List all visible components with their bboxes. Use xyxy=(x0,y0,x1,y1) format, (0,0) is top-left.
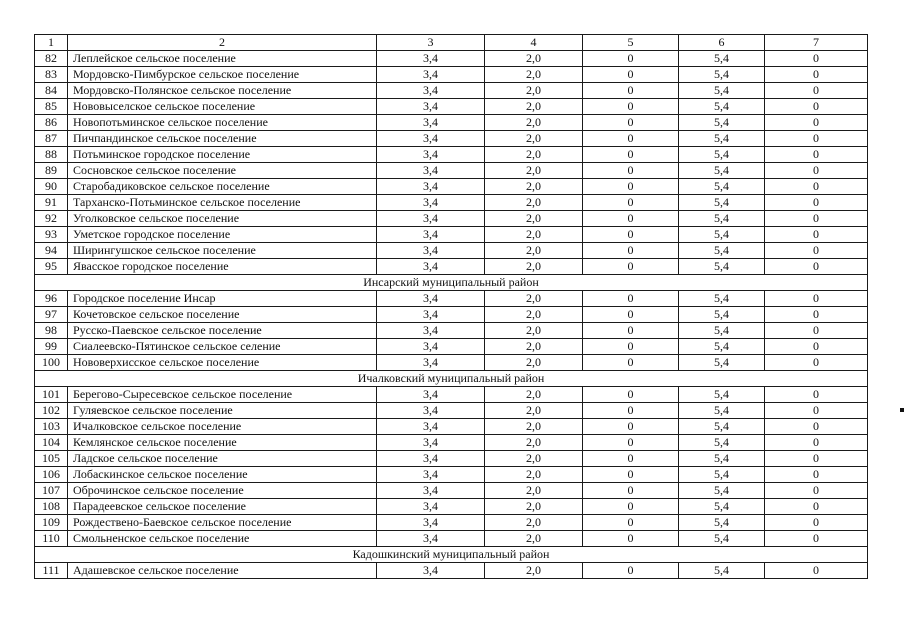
value-col5-cell: 0 xyxy=(583,355,679,371)
value-col4-cell: 2,0 xyxy=(485,195,583,211)
value-col5-cell: 0 xyxy=(583,451,679,467)
value-col3-cell: 3,4 xyxy=(377,243,485,259)
value-col5-cell: 0 xyxy=(583,195,679,211)
value-col7-cell: 0 xyxy=(765,147,868,163)
value-col6-cell: 5,4 xyxy=(679,563,765,579)
section-header-row xyxy=(35,275,868,291)
header-cell-5: 5 xyxy=(583,35,679,51)
value-col4-cell: 2,0 xyxy=(485,131,583,147)
settlement-name-cell: Оброчинское сельское поселение xyxy=(68,483,377,499)
value-col3-cell: 3,4 xyxy=(377,67,485,83)
row-number-cell: 101 xyxy=(35,387,68,403)
value-col7-cell: 0 xyxy=(765,467,868,483)
value-col7-cell: 0 xyxy=(765,355,868,371)
header-cell-2: 2 xyxy=(68,35,377,51)
settlement-name-cell: Мордовско-Полянское сельское поселение xyxy=(68,83,377,99)
value-col6-cell: 5,4 xyxy=(679,227,765,243)
value-col5-cell: 0 xyxy=(583,147,679,163)
value-col7-cell: 0 xyxy=(765,323,868,339)
table-row xyxy=(35,195,868,211)
value-col3-cell: 3,4 xyxy=(377,403,485,419)
table-row xyxy=(35,499,868,515)
table-row xyxy=(35,323,868,339)
row-number-cell: 83 xyxy=(35,67,68,83)
value-col6-cell: 5,4 xyxy=(679,243,765,259)
value-col3-cell: 3,4 xyxy=(377,531,485,547)
value-col4-cell: 2,0 xyxy=(485,323,583,339)
value-col6-cell: 5,4 xyxy=(679,435,765,451)
header-cell-4: 4 xyxy=(485,35,583,51)
value-col5-cell: 0 xyxy=(583,307,679,323)
table-row xyxy=(35,435,868,451)
settlement-name-cell: Смольненское сельское поселение xyxy=(68,531,377,547)
table-row xyxy=(35,83,868,99)
value-col3-cell: 3,4 xyxy=(377,211,485,227)
settlement-name-cell: Явасское городское поселение xyxy=(68,259,377,275)
value-col3-cell: 3,4 xyxy=(377,515,485,531)
row-number-cell: 87 xyxy=(35,131,68,147)
section-title: Ичалковский муниципальный район xyxy=(35,371,868,387)
value-col4-cell: 2,0 xyxy=(485,83,583,99)
row-number-cell: 100 xyxy=(35,355,68,371)
value-col3-cell: 3,4 xyxy=(377,195,485,211)
row-number-cell: 91 xyxy=(35,195,68,211)
value-col5-cell: 0 xyxy=(583,419,679,435)
value-col6-cell: 5,4 xyxy=(679,355,765,371)
table-row xyxy=(35,419,868,435)
value-col7-cell: 0 xyxy=(765,195,868,211)
table-row xyxy=(35,467,868,483)
value-col4-cell: 2,0 xyxy=(485,355,583,371)
settlement-name-cell: Ширингушское сельское поселение xyxy=(68,243,377,259)
table-row xyxy=(35,115,868,131)
settlement-name-cell: Гуляевское сельское поселение xyxy=(68,403,377,419)
value-col5-cell: 0 xyxy=(583,403,679,419)
value-col4-cell: 2,0 xyxy=(485,435,583,451)
settlement-name-cell: Рождествено-Баевское сельское поселение xyxy=(68,515,377,531)
settlement-name-cell: Леплейское сельское поселение xyxy=(68,51,377,67)
value-col3-cell: 3,4 xyxy=(377,339,485,355)
row-number-cell: 84 xyxy=(35,83,68,99)
row-number-cell: 86 xyxy=(35,115,68,131)
settlement-name-cell: Берегово-Сыресевское сельское поселение xyxy=(68,387,377,403)
value-col7-cell: 0 xyxy=(765,259,868,275)
table-row xyxy=(35,99,868,115)
value-col4-cell: 2,0 xyxy=(485,179,583,195)
value-col4-cell: 2,0 xyxy=(485,419,583,435)
row-number-cell: 99 xyxy=(35,339,68,355)
data-table xyxy=(34,34,868,579)
value-col6-cell: 5,4 xyxy=(679,179,765,195)
settlement-name-cell: Пичпандинское сельское поселение xyxy=(68,131,377,147)
value-col4-cell: 2,0 xyxy=(485,227,583,243)
value-col3-cell: 3,4 xyxy=(377,483,485,499)
settlement-name-cell: Потьминское городское поселение xyxy=(68,147,377,163)
value-col7-cell: 0 xyxy=(765,339,868,355)
value-col5-cell: 0 xyxy=(583,515,679,531)
table-row xyxy=(35,563,868,579)
value-col4-cell: 2,0 xyxy=(485,467,583,483)
settlement-name-cell: Нововыселское сельское поселение xyxy=(68,99,377,115)
value-col4-cell: 2,0 xyxy=(485,387,583,403)
value-col3-cell: 3,4 xyxy=(377,307,485,323)
value-col5-cell: 0 xyxy=(583,387,679,403)
value-col6-cell: 5,4 xyxy=(679,131,765,147)
value-col7-cell: 0 xyxy=(765,483,868,499)
value-col3-cell: 3,4 xyxy=(377,499,485,515)
value-col4-cell: 2,0 xyxy=(485,563,583,579)
value-col5-cell: 0 xyxy=(583,115,679,131)
row-number-cell: 90 xyxy=(35,179,68,195)
section-title: Кадошкинский муниципальный район xyxy=(35,547,868,563)
value-col3-cell: 3,4 xyxy=(377,467,485,483)
settlement-name-cell: Уметское городское поселение xyxy=(68,227,377,243)
table-row xyxy=(35,51,868,67)
row-number-cell: 92 xyxy=(35,211,68,227)
value-col5-cell: 0 xyxy=(583,339,679,355)
table-row xyxy=(35,179,868,195)
value-col5-cell: 0 xyxy=(583,99,679,115)
row-number-cell: 96 xyxy=(35,291,68,307)
value-col7-cell: 0 xyxy=(765,243,868,259)
value-col3-cell: 3,4 xyxy=(377,355,485,371)
header-row xyxy=(35,35,868,51)
value-col6-cell: 5,4 xyxy=(679,115,765,131)
value-col4-cell: 2,0 xyxy=(485,67,583,83)
section-title: Инсарский муниципальный район xyxy=(35,275,868,291)
value-col3-cell: 3,4 xyxy=(377,115,485,131)
value-col5-cell: 0 xyxy=(583,467,679,483)
value-col6-cell: 5,4 xyxy=(679,67,765,83)
value-col7-cell: 0 xyxy=(765,435,868,451)
settlement-name-cell: Старобадиковское сельское поселение xyxy=(68,179,377,195)
value-col3-cell: 3,4 xyxy=(377,291,485,307)
settlement-name-cell: Кемлянское сельское поселение xyxy=(68,435,377,451)
value-col7-cell: 0 xyxy=(765,131,868,147)
settlement-name-cell: Ичалковское сельское поселение xyxy=(68,419,377,435)
row-number-cell: 93 xyxy=(35,227,68,243)
settlement-name-cell: Новопотьминское сельское поселение xyxy=(68,115,377,131)
value-col7-cell: 0 xyxy=(765,291,868,307)
value-col7-cell: 0 xyxy=(765,179,868,195)
value-col6-cell: 5,4 xyxy=(679,499,765,515)
value-col3-cell: 3,4 xyxy=(377,147,485,163)
value-col5-cell: 0 xyxy=(583,323,679,339)
value-col3-cell: 3,4 xyxy=(377,131,485,147)
value-col6-cell: 5,4 xyxy=(679,531,765,547)
table-row xyxy=(35,403,868,419)
header-cell-6: 6 xyxy=(679,35,765,51)
value-col4-cell: 2,0 xyxy=(485,451,583,467)
settlement-name-cell: Кочетовское сельское поселение xyxy=(68,307,377,323)
value-col4-cell: 2,0 xyxy=(485,339,583,355)
table-row xyxy=(35,339,868,355)
settlement-name-cell: Сиалеевско-Пятинское сельское селение xyxy=(68,339,377,355)
table-row xyxy=(35,291,868,307)
value-col4-cell: 2,0 xyxy=(485,291,583,307)
value-col3-cell: 3,4 xyxy=(377,435,485,451)
value-col4-cell: 2,0 xyxy=(485,51,583,67)
row-number-cell: 111 xyxy=(35,563,68,579)
value-col3-cell: 3,4 xyxy=(377,51,485,67)
row-number-cell: 108 xyxy=(35,499,68,515)
value-col4-cell: 2,0 xyxy=(485,259,583,275)
settlement-name-cell: Адашевское сельское поселение xyxy=(68,563,377,579)
value-col5-cell: 0 xyxy=(583,291,679,307)
value-col6-cell: 5,4 xyxy=(679,451,765,467)
value-col4-cell: 2,0 xyxy=(485,99,583,115)
value-col6-cell: 5,4 xyxy=(679,51,765,67)
value-col7-cell: 0 xyxy=(765,51,868,67)
value-col6-cell: 5,4 xyxy=(679,467,765,483)
value-col7-cell: 0 xyxy=(765,531,868,547)
value-col7-cell: 0 xyxy=(765,419,868,435)
value-col6-cell: 5,4 xyxy=(679,515,765,531)
value-col7-cell: 0 xyxy=(765,307,868,323)
table-row xyxy=(35,531,868,547)
value-col4-cell: 2,0 xyxy=(485,483,583,499)
section-header-row xyxy=(35,547,868,563)
table-row xyxy=(35,67,868,83)
value-col5-cell: 0 xyxy=(583,435,679,451)
table-row xyxy=(35,307,868,323)
value-col6-cell: 5,4 xyxy=(679,83,765,99)
row-number-cell: 94 xyxy=(35,243,68,259)
value-col4-cell: 2,0 xyxy=(485,307,583,323)
value-col6-cell: 5,4 xyxy=(679,387,765,403)
row-number-cell: 97 xyxy=(35,307,68,323)
settlement-name-cell: Городское поселение Инсар xyxy=(68,291,377,307)
row-number-cell: 85 xyxy=(35,99,68,115)
row-number-cell: 105 xyxy=(35,451,68,467)
value-col3-cell: 3,4 xyxy=(377,259,485,275)
value-col5-cell: 0 xyxy=(583,67,679,83)
value-col5-cell: 0 xyxy=(583,531,679,547)
row-number-cell: 88 xyxy=(35,147,68,163)
value-col4-cell: 2,0 xyxy=(485,499,583,515)
value-col5-cell: 0 xyxy=(583,243,679,259)
value-col3-cell: 3,4 xyxy=(377,99,485,115)
settlement-name-cell: Ладское сельское поселение xyxy=(68,451,377,467)
settlement-name-cell: Лобаскинское сельское поселение xyxy=(68,467,377,483)
value-col4-cell: 2,0 xyxy=(485,531,583,547)
value-col5-cell: 0 xyxy=(583,227,679,243)
value-col4-cell: 2,0 xyxy=(485,515,583,531)
table-row xyxy=(35,227,868,243)
table-row xyxy=(35,483,868,499)
table-row xyxy=(35,131,868,147)
value-col7-cell: 0 xyxy=(765,99,868,115)
value-col6-cell: 5,4 xyxy=(679,339,765,355)
settlement-name-cell: Мордовско-Пимбурское сельское поселение xyxy=(68,67,377,83)
header-cell-3: 3 xyxy=(377,35,485,51)
row-number-cell: 102 xyxy=(35,403,68,419)
table-row xyxy=(35,147,868,163)
settlement-name-cell: Уголковское сельское поселение xyxy=(68,211,377,227)
value-col7-cell: 0 xyxy=(765,163,868,179)
table-row xyxy=(35,243,868,259)
value-col5-cell: 0 xyxy=(583,259,679,275)
value-col7-cell: 0 xyxy=(765,227,868,243)
table-row xyxy=(35,355,868,371)
row-number-cell: 104 xyxy=(35,435,68,451)
value-col5-cell: 0 xyxy=(583,211,679,227)
value-col5-cell: 0 xyxy=(583,499,679,515)
value-col3-cell: 3,4 xyxy=(377,563,485,579)
row-number-cell: 103 xyxy=(35,419,68,435)
value-col6-cell: 5,4 xyxy=(679,163,765,179)
margin-dot xyxy=(900,408,904,412)
value-col6-cell: 5,4 xyxy=(679,323,765,339)
value-col6-cell: 5,4 xyxy=(679,291,765,307)
value-col4-cell: 2,0 xyxy=(485,115,583,131)
value-col3-cell: 3,4 xyxy=(377,451,485,467)
value-col6-cell: 5,4 xyxy=(679,195,765,211)
settlement-name-cell: Сосновское сельское поселение xyxy=(68,163,377,179)
value-col4-cell: 2,0 xyxy=(485,211,583,227)
table-row xyxy=(35,515,868,531)
value-col6-cell: 5,4 xyxy=(679,147,765,163)
value-col4-cell: 2,0 xyxy=(485,243,583,259)
table-row xyxy=(35,451,868,467)
value-col6-cell: 5,4 xyxy=(679,99,765,115)
value-col3-cell: 3,4 xyxy=(377,419,485,435)
value-col4-cell: 2,0 xyxy=(485,403,583,419)
value-col7-cell: 0 xyxy=(765,387,868,403)
value-col6-cell: 5,4 xyxy=(679,211,765,227)
value-col5-cell: 0 xyxy=(583,131,679,147)
header-cell-1: 1 xyxy=(35,35,68,51)
value-col7-cell: 0 xyxy=(765,563,868,579)
value-col5-cell: 0 xyxy=(583,483,679,499)
value-col7-cell: 0 xyxy=(765,499,868,515)
table-row xyxy=(35,211,868,227)
settlement-name-cell: Тарханско-Потьминское сельское поселение xyxy=(68,195,377,211)
header-cell-7: 7 xyxy=(765,35,868,51)
row-number-cell: 109 xyxy=(35,515,68,531)
value-col5-cell: 0 xyxy=(583,83,679,99)
value-col5-cell: 0 xyxy=(583,51,679,67)
table-row xyxy=(35,163,868,179)
table-body xyxy=(35,35,868,579)
table-row xyxy=(35,259,868,275)
row-number-cell: 110 xyxy=(35,531,68,547)
value-col7-cell: 0 xyxy=(765,83,868,99)
value-col6-cell: 5,4 xyxy=(679,259,765,275)
row-number-cell: 89 xyxy=(35,163,68,179)
row-number-cell: 106 xyxy=(35,467,68,483)
value-col7-cell: 0 xyxy=(765,115,868,131)
settlement-name-cell: Русско-Паевское сельское поселение xyxy=(68,323,377,339)
value-col7-cell: 0 xyxy=(765,67,868,83)
settlement-name-cell: Нововерхисское сельское поселение xyxy=(68,355,377,371)
value-col3-cell: 3,4 xyxy=(377,83,485,99)
value-col3-cell: 3,4 xyxy=(377,227,485,243)
value-col6-cell: 5,4 xyxy=(679,403,765,419)
value-col3-cell: 3,4 xyxy=(377,323,485,339)
value-col3-cell: 3,4 xyxy=(377,163,485,179)
value-col6-cell: 5,4 xyxy=(679,307,765,323)
settlement-name-cell: Парадеевское сельское поселение xyxy=(68,499,377,515)
value-col5-cell: 0 xyxy=(583,563,679,579)
value-col5-cell: 0 xyxy=(583,163,679,179)
value-col3-cell: 3,4 xyxy=(377,179,485,195)
row-number-cell: 95 xyxy=(35,259,68,275)
table-row xyxy=(35,387,868,403)
value-col6-cell: 5,4 xyxy=(679,419,765,435)
row-number-cell: 98 xyxy=(35,323,68,339)
value-col4-cell: 2,0 xyxy=(485,163,583,179)
row-number-cell: 82 xyxy=(35,51,68,67)
value-col7-cell: 0 xyxy=(765,515,868,531)
value-col7-cell: 0 xyxy=(765,211,868,227)
value-col7-cell: 0 xyxy=(765,451,868,467)
value-col3-cell: 3,4 xyxy=(377,387,485,403)
value-col5-cell: 0 xyxy=(583,179,679,195)
value-col4-cell: 2,0 xyxy=(485,147,583,163)
value-col7-cell: 0 xyxy=(765,403,868,419)
section-header-row xyxy=(35,371,868,387)
value-col6-cell: 5,4 xyxy=(679,483,765,499)
row-number-cell: 107 xyxy=(35,483,68,499)
